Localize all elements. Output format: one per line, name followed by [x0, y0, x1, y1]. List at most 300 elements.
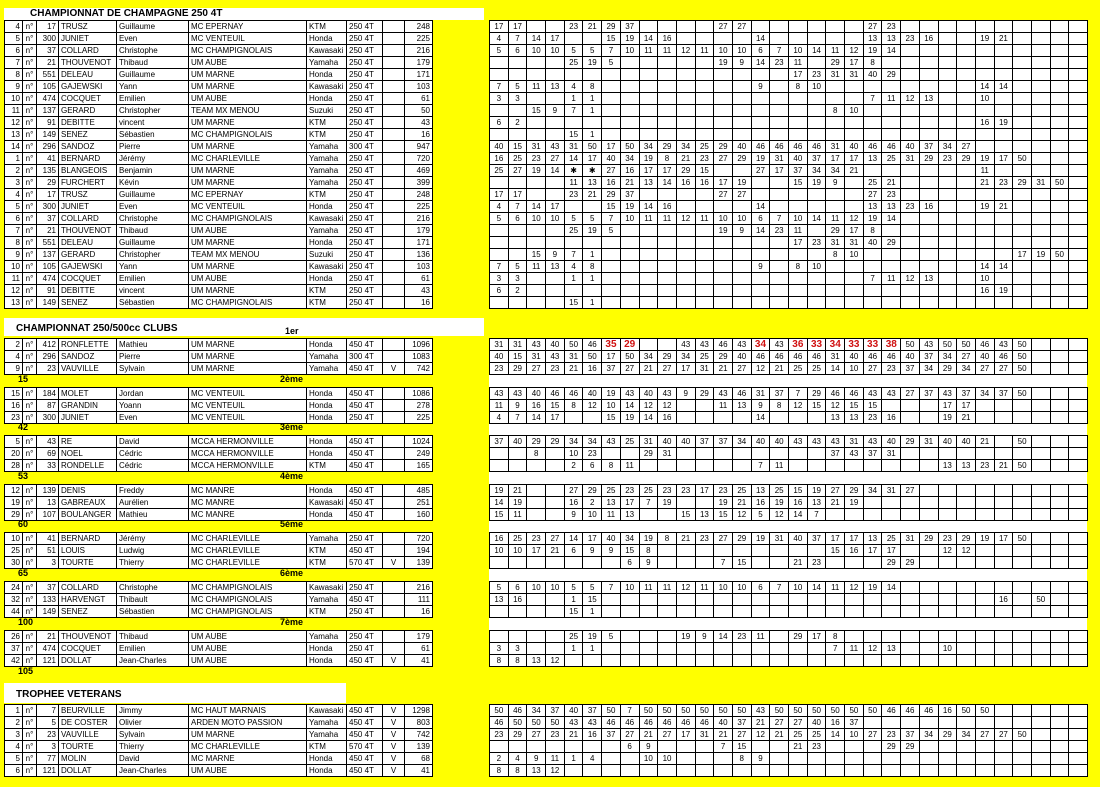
score-cell: 46	[882, 351, 901, 363]
cell: Yamaha	[307, 533, 347, 545]
cell	[383, 594, 405, 606]
score-cell	[807, 448, 826, 460]
score-cell	[527, 642, 546, 654]
cell: 121	[37, 654, 59, 666]
score-cell	[1069, 533, 1088, 545]
score-cell	[714, 261, 733, 273]
score-cell	[882, 717, 901, 729]
score-cell	[901, 545, 920, 557]
cell: KTM	[307, 297, 347, 309]
table-row	[490, 448, 1088, 460]
score-cell	[1031, 642, 1050, 654]
cell: BLANGEOIS	[59, 165, 117, 177]
score-cell: 14	[751, 33, 770, 45]
score-cell	[1050, 411, 1069, 423]
score-cell	[826, 606, 845, 618]
score-cell	[658, 273, 677, 285]
score-cell	[676, 201, 695, 213]
score-cell: 50	[1013, 363, 1032, 375]
score-cell: 17	[546, 411, 565, 423]
score-cell	[994, 484, 1013, 496]
score-cell: 12	[845, 582, 864, 594]
score-cell	[957, 582, 976, 594]
cell: Honda	[307, 654, 347, 666]
score-cell: 2	[508, 117, 527, 129]
score-cell: 9	[751, 753, 770, 765]
cell: 139	[405, 557, 433, 569]
score-cell: 40	[807, 717, 826, 729]
score-cell	[1050, 153, 1069, 165]
score-cell: 3	[490, 273, 509, 285]
score-cell	[994, 630, 1013, 642]
score-cell	[957, 273, 976, 285]
score-cell: 5	[508, 261, 527, 273]
score-cell	[714, 642, 733, 654]
score-cell	[714, 448, 733, 460]
score-cell	[938, 249, 957, 261]
table-row	[5, 225, 433, 237]
cell: Honda	[307, 387, 347, 399]
score-cell: 43	[676, 339, 695, 351]
score-cell: 16	[658, 33, 677, 45]
score-cell: 37	[919, 141, 938, 153]
table-row	[5, 105, 433, 117]
score-cell: 14	[564, 153, 583, 165]
score-cell	[695, 741, 714, 753]
score-cell: 31	[826, 351, 845, 363]
score-cell	[901, 261, 920, 273]
score-cell: 34	[826, 339, 845, 351]
score-cell: 50	[602, 705, 621, 717]
cell: 250 4T	[347, 81, 383, 93]
score-cell: 19	[938, 411, 957, 423]
score-cell	[1069, 630, 1088, 642]
cell: 69	[37, 448, 59, 460]
score-cell: 27	[714, 153, 733, 165]
score-cell: 8	[658, 153, 677, 165]
score-cell	[583, 411, 602, 423]
score-cell: 15	[826, 545, 845, 557]
score-cell	[639, 105, 658, 117]
score-cell	[658, 21, 677, 33]
score-cell: 40	[583, 387, 602, 399]
results-table	[489, 704, 1088, 777]
score-cell: 10	[639, 753, 658, 765]
cell: n°	[23, 81, 37, 93]
score-cell: 19	[975, 533, 994, 545]
score-cell: 16	[938, 705, 957, 717]
table-row	[5, 129, 433, 141]
score-cell	[676, 129, 695, 141]
score-cell: 11	[826, 45, 845, 57]
score-cell: 40	[957, 436, 976, 448]
table-row	[5, 213, 433, 225]
score-cell: 12	[658, 399, 677, 411]
score-cell: 46	[882, 705, 901, 717]
score-cell	[714, 765, 733, 777]
table-row	[490, 741, 1088, 753]
score-cell	[676, 69, 695, 81]
score-cell: 5	[490, 213, 509, 225]
cell: 1	[5, 153, 23, 165]
score-cell: 1	[583, 105, 602, 117]
score-cell	[845, 557, 864, 569]
cell: Yamaha	[307, 177, 347, 189]
score-cell: 7	[602, 582, 621, 594]
score-cell: 21	[882, 177, 901, 189]
cell: 32	[5, 594, 23, 606]
cell: Jérémy	[117, 153, 189, 165]
cell: Christopher	[117, 105, 189, 117]
score-cell	[583, 33, 602, 45]
score-cell: 50	[975, 705, 994, 717]
score-cell	[676, 448, 695, 460]
score-cell	[695, 105, 714, 117]
score-cell	[957, 201, 976, 213]
cell: MC MANRE	[189, 496, 307, 508]
score-cell: 19	[714, 225, 733, 237]
score-cell: 46	[807, 141, 826, 153]
score-cell	[508, 237, 527, 249]
score-cell: 37	[957, 387, 976, 399]
score-cell	[1031, 496, 1050, 508]
score-cell	[602, 81, 621, 93]
score-cell: 16	[676, 177, 695, 189]
score-cell: 40	[863, 69, 882, 81]
cell: Jordan	[117, 387, 189, 399]
cell: 139	[37, 484, 59, 496]
score-cell: 21	[508, 484, 527, 496]
cell: 21	[37, 630, 59, 642]
score-cell	[658, 765, 677, 777]
score-cell	[901, 237, 920, 249]
score-cell	[639, 117, 658, 129]
score-cell	[845, 741, 864, 753]
score-cell	[957, 213, 976, 225]
score-cell: 14	[826, 729, 845, 741]
table-row	[5, 69, 433, 81]
score-cell	[732, 69, 751, 81]
score-cell: 4	[490, 411, 509, 423]
score-cell	[863, 606, 882, 618]
score-cell: 11	[695, 582, 714, 594]
group-total: 65	[18, 568, 29, 578]
score-cell	[676, 399, 695, 411]
score-cell	[975, 448, 994, 460]
score-cell	[789, 411, 808, 423]
score-cell: 27	[901, 387, 920, 399]
table-row	[490, 765, 1088, 777]
score-cell: 34	[751, 339, 770, 351]
score-cell	[919, 129, 938, 141]
score-cell	[807, 105, 826, 117]
score-cell	[770, 630, 789, 642]
score-cell: 4	[583, 753, 602, 765]
score-cell: 34	[938, 141, 957, 153]
score-cell: 17	[1013, 249, 1032, 261]
score-cell	[1013, 201, 1032, 213]
score-cell	[1031, 484, 1050, 496]
cell: 250 4T	[347, 249, 383, 261]
score-cell	[732, 261, 751, 273]
score-cell: 37	[919, 351, 938, 363]
score-cell	[527, 129, 546, 141]
score-cell	[1013, 261, 1032, 273]
score-cell: 21	[994, 460, 1013, 472]
score-cell	[1013, 411, 1032, 423]
score-cell: 10	[527, 213, 546, 225]
table-row	[5, 237, 433, 249]
score-cell: 23	[564, 21, 583, 33]
cell: n°	[23, 496, 37, 508]
score-cell: 14	[882, 582, 901, 594]
score-cell	[714, 753, 733, 765]
score-cell: 15	[546, 399, 565, 411]
score-cell	[901, 177, 920, 189]
cell: 300	[37, 201, 59, 213]
cell: Jean-Charles	[117, 654, 189, 666]
score-cell: 9	[639, 557, 658, 569]
table-row	[5, 201, 433, 213]
score-cell	[919, 460, 938, 472]
score-cell	[714, 545, 733, 557]
score-cell: 17	[490, 21, 509, 33]
score-cell: 46	[508, 705, 527, 717]
cell: 250 4T	[347, 201, 383, 213]
score-cell	[1069, 582, 1088, 594]
table-row	[5, 533, 433, 545]
score-cell: 27	[957, 141, 976, 153]
cell: 12	[5, 285, 23, 297]
score-cell	[957, 237, 976, 249]
table-row	[490, 165, 1088, 177]
score-cell	[863, 594, 882, 606]
cell: n°	[23, 285, 37, 297]
score-cell	[789, 129, 808, 141]
cell: n°	[23, 57, 37, 69]
score-cell: 37	[602, 363, 621, 375]
score-cell: 43	[527, 339, 546, 351]
score-cell	[901, 21, 920, 33]
score-cell: 6	[508, 45, 527, 57]
cell: Even	[117, 201, 189, 213]
score-cell: 50	[901, 339, 920, 351]
score-cell	[789, 249, 808, 261]
cell: UM MARNE	[189, 351, 307, 363]
score-cell	[695, 81, 714, 93]
score-cell	[546, 225, 565, 237]
score-cell: 7	[490, 261, 509, 273]
cell: DENIS	[59, 484, 117, 496]
table-row	[5, 297, 433, 309]
score-cell: 23	[490, 363, 509, 375]
cell: 179	[405, 225, 433, 237]
score-cell	[770, 249, 789, 261]
score-cell	[770, 189, 789, 201]
cell	[383, 81, 405, 93]
score-cell	[714, 129, 733, 141]
score-cell	[826, 297, 845, 309]
score-cell	[975, 741, 994, 753]
cell: 7	[5, 225, 23, 237]
score-cell	[845, 81, 864, 93]
score-cell: 21	[564, 729, 583, 741]
score-cell	[882, 630, 901, 642]
score-cell: 5	[602, 57, 621, 69]
score-cell: 19	[583, 225, 602, 237]
score-cell	[602, 642, 621, 654]
score-cell: 40	[490, 351, 509, 363]
score-cell: 40	[863, 237, 882, 249]
cell: COCQUET	[59, 273, 117, 285]
score-cell: 14	[714, 630, 733, 642]
cell: FURCHERT	[59, 177, 117, 189]
score-cell: 29	[658, 351, 677, 363]
score-cell: 12	[732, 508, 751, 520]
cell: SENEZ	[59, 606, 117, 618]
score-cell	[789, 273, 808, 285]
score-cell: 23	[658, 484, 677, 496]
score-cell: 14	[527, 33, 546, 45]
score-cell: 25	[620, 436, 639, 448]
cell: LOUIS	[59, 545, 117, 557]
score-cell	[602, 105, 621, 117]
score-cell: 19	[602, 387, 621, 399]
score-cell	[658, 225, 677, 237]
score-cell	[714, 69, 733, 81]
score-cell	[845, 606, 864, 618]
cell: 37	[37, 213, 59, 225]
score-cell	[1050, 189, 1069, 201]
group-band	[489, 375, 1087, 387]
score-cell	[695, 189, 714, 201]
cell: KTM	[307, 189, 347, 201]
score-cell	[807, 129, 826, 141]
score-cell	[1013, 606, 1032, 618]
cell: 136	[405, 249, 433, 261]
score-cell: 19	[770, 496, 789, 508]
score-cell: 21	[789, 557, 808, 569]
score-cell: 40	[845, 351, 864, 363]
score-cell	[975, 21, 994, 33]
score-cell	[807, 460, 826, 472]
score-cell: 9	[583, 545, 602, 557]
score-cell: 10	[714, 45, 733, 57]
table-row	[5, 351, 433, 363]
score-cell: 23	[882, 189, 901, 201]
cell: 947	[405, 141, 433, 153]
score-cell	[564, 741, 583, 753]
score-cell: 21	[676, 153, 695, 165]
score-cell: 40	[508, 436, 527, 448]
score-cell	[508, 460, 527, 472]
cell: 485	[405, 484, 433, 496]
score-cell	[1013, 557, 1032, 569]
score-cell: 40	[602, 533, 621, 545]
score-cell: 31	[770, 533, 789, 545]
cell: Cédric	[117, 460, 189, 472]
cell: Honda	[307, 508, 347, 520]
score-cell	[882, 165, 901, 177]
score-cell: 50	[1013, 387, 1032, 399]
score-cell	[527, 297, 546, 309]
score-cell: 43	[882, 387, 901, 399]
cell: 474	[37, 642, 59, 654]
score-cell: 1	[583, 297, 602, 309]
cell: 5	[5, 436, 23, 448]
cell: 11	[5, 273, 23, 285]
score-cell: 12	[901, 273, 920, 285]
score-cell	[695, 33, 714, 45]
table-row	[490, 729, 1088, 741]
score-cell: 13	[957, 460, 976, 472]
cell: 249	[405, 448, 433, 460]
score-cell: 21	[975, 436, 994, 448]
score-cell	[527, 508, 546, 520]
score-cell	[1013, 594, 1032, 606]
cell: 250 4T	[347, 69, 383, 81]
score-cell	[957, 177, 976, 189]
score-cell: 6	[751, 45, 770, 57]
cell: n°	[23, 705, 37, 717]
score-cell	[845, 654, 864, 666]
cell: n°	[23, 399, 37, 411]
score-cell	[770, 105, 789, 117]
score-cell: 8	[826, 105, 845, 117]
score-cell: 17	[789, 237, 808, 249]
score-cell: 14	[807, 45, 826, 57]
cell: COCQUET	[59, 642, 117, 654]
table-row	[490, 339, 1088, 351]
score-cell	[919, 225, 938, 237]
cell: n°	[23, 21, 37, 33]
score-cell: 7	[770, 213, 789, 225]
score-cell	[1050, 606, 1069, 618]
score-cell	[919, 399, 938, 411]
score-cell: 17	[826, 533, 845, 545]
score-cell	[770, 297, 789, 309]
score-cell	[957, 105, 976, 117]
score-cell: 7	[770, 582, 789, 594]
cell: MC VENTEUIL	[189, 201, 307, 213]
score-cell	[620, 642, 639, 654]
score-cell: 16	[583, 729, 602, 741]
score-cell	[938, 448, 957, 460]
score-cell: 37	[901, 363, 920, 375]
score-cell: 31	[919, 436, 938, 448]
score-cell	[490, 57, 509, 69]
score-cell	[1031, 45, 1050, 57]
score-cell: 27	[994, 363, 1013, 375]
cell: 450 4T	[347, 705, 383, 717]
cell: Guillaume	[117, 69, 189, 81]
cell: 23	[37, 363, 59, 375]
score-cell	[919, 57, 938, 69]
score-cell: 7	[620, 705, 639, 717]
score-cell	[751, 177, 770, 189]
score-cell	[882, 399, 901, 411]
score-cell: 50	[826, 705, 845, 717]
score-cell: 23	[807, 69, 826, 81]
score-cell	[751, 105, 770, 117]
score-cell: 31	[639, 436, 658, 448]
score-cell	[845, 177, 864, 189]
score-cell: 50	[620, 141, 639, 153]
cell: n°	[23, 448, 37, 460]
score-cell	[994, 496, 1013, 508]
score-cell: 31	[658, 448, 677, 460]
score-cell: 8	[770, 399, 789, 411]
